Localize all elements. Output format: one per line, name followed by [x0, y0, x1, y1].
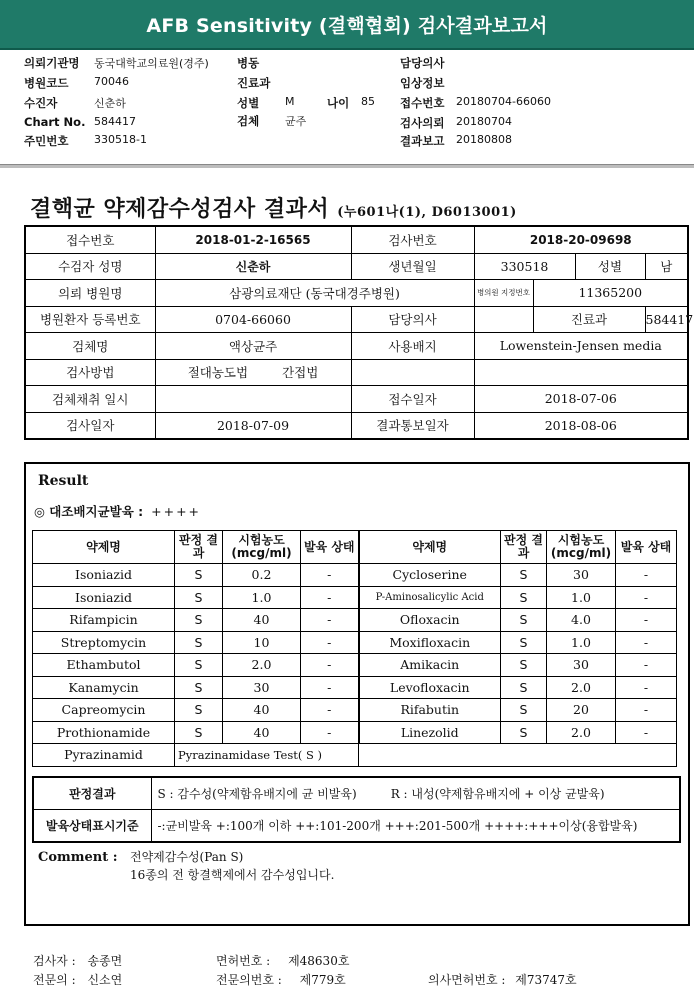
judge-value: S	[175, 676, 223, 699]
judge-value: S	[501, 609, 547, 632]
drug-name: Isoniazid	[33, 564, 175, 587]
judge-value: S	[175, 721, 223, 744]
header-value: 신춘하	[94, 97, 126, 110]
label-cell: 진료과	[533, 306, 645, 333]
header-label: 검사의뢰	[400, 116, 445, 130]
table-row	[33, 586, 677, 609]
growth-value: -	[301, 631, 359, 654]
header-value: 70046	[94, 75, 129, 88]
comment-line-1: 전약제감수성(Pan S)	[130, 850, 244, 864]
drug-name: Prothionamide	[33, 721, 175, 744]
comment-line-2: 16종의 전 항결핵제에서 감수성입니다.	[130, 868, 335, 882]
report-title	[30, 192, 517, 223]
table-row	[25, 359, 688, 386]
footer-doctor-license	[428, 971, 577, 988]
table-row	[25, 333, 688, 360]
header-value: 20180704	[456, 115, 512, 128]
table-row	[33, 654, 677, 677]
table-row	[33, 631, 677, 654]
table-row	[25, 306, 688, 333]
table-row	[33, 744, 677, 767]
legend-growth-text: -:균비발육 +:100개 이하 ++:101-200개 +++:201-500개 ++++:+++이상(융합발육)	[151, 810, 680, 843]
header-label: 검체	[237, 114, 260, 128]
value-cell	[351, 359, 474, 386]
header-value: 동국대학교의료원(경주)	[94, 57, 209, 70]
legend-judge-r: R : 내성(약제함유배지에 + 이상 균발육)	[390, 787, 605, 801]
drug-name: Pyrazinamid	[33, 744, 175, 767]
drug-name: Rifampicin	[33, 609, 175, 632]
conc-value: 30	[223, 676, 301, 699]
table-row	[25, 226, 688, 253]
growth-value: -	[301, 654, 359, 677]
judge-value: S	[501, 721, 547, 744]
drug-name: P-Aminosalicylic Acid	[359, 586, 501, 609]
drug-name: Kanamycin	[33, 676, 175, 699]
value-cell: 2018-01-2-16565	[155, 226, 351, 253]
judge-value: S	[175, 699, 223, 722]
footer-specialist	[33, 971, 122, 988]
comment-label: Comment :	[38, 850, 118, 865]
drug-name: Isoniazid	[33, 586, 175, 609]
conc-value: 40	[223, 721, 301, 744]
conc-value: 40	[223, 699, 301, 722]
label-cell: 접수번호	[25, 226, 155, 253]
table-row	[25, 253, 688, 280]
legend-judge-label: 판정결과	[33, 777, 151, 810]
label-cell: 검사방법	[25, 359, 155, 386]
susceptibility-table	[32, 530, 677, 767]
value-cell: 0704-66060	[155, 306, 351, 333]
label-cell: 검체명	[25, 333, 155, 360]
footer-spec-no-label: 전문의번호 :	[216, 973, 282, 987]
drug-name: Capreomycin	[33, 699, 175, 722]
growth-value: -	[616, 699, 677, 722]
footer-specialist-name: 신소연	[87, 973, 123, 987]
label-cell: 병원환자 등록번호	[25, 306, 155, 333]
footer-license	[216, 952, 349, 969]
growth-value: -	[616, 721, 677, 744]
header-value: M	[285, 95, 295, 108]
header-label: Chart No.	[24, 115, 86, 129]
label-cell: 담당의사	[351, 306, 474, 333]
col-header-growth: 발육 상태	[301, 531, 359, 564]
table-row	[25, 386, 688, 413]
label-cell: 생년월일	[351, 253, 474, 280]
label-cell: 사용배지	[351, 333, 474, 360]
header-separator	[0, 164, 694, 168]
table-row	[33, 699, 677, 722]
header-label: 주민번호	[24, 134, 69, 148]
growth-value: -	[301, 676, 359, 699]
drug-name: Linezolid	[359, 721, 501, 744]
drug-name: Levofloxacin	[359, 676, 501, 699]
header-label: 병원코드	[24, 76, 69, 90]
footer-specialist-no	[216, 971, 346, 988]
legend-table	[32, 776, 681, 843]
value-cell	[474, 306, 533, 333]
header-label: 진료과	[237, 76, 271, 90]
report-title-text: 결핵균 약제감수성검사 결과서	[30, 196, 330, 222]
conc-value: 2.0	[223, 654, 301, 677]
col-header-judge: 판정 결과	[175, 531, 223, 564]
header-label: 접수번호	[400, 96, 445, 110]
report-code: (누601나(1), D6013001)	[337, 205, 517, 220]
col-header-judge: 판정 결과	[501, 531, 547, 564]
growth-value: -	[301, 564, 359, 587]
label-cell: 병의원 지정번호	[474, 280, 533, 307]
drug-name: Ofloxacin	[359, 609, 501, 632]
conc-value: 30	[547, 564, 616, 587]
conc-value: 2.0	[547, 676, 616, 699]
label-cell: 검체채취 일시	[25, 386, 155, 413]
judge-value: S	[175, 564, 223, 587]
table-row	[33, 609, 677, 632]
label-cell: 성별	[575, 253, 645, 280]
drug-name: Moxifloxacin	[359, 631, 501, 654]
drug-name: Amikacin	[359, 654, 501, 677]
drug-name: Ethambutol	[33, 654, 175, 677]
value-cell: 11365200	[533, 280, 688, 307]
col-header-drug: 약제명	[33, 531, 175, 564]
col-header-conc: 시험농도 (mcg/ml)	[223, 531, 301, 564]
value-cell: 삼광의료재단 (동국대경주병원)	[155, 280, 474, 307]
header-value: 균주	[285, 115, 307, 128]
report-header-title: AFB Sensitivity (결핵협회) 검사결과보고서	[146, 14, 548, 37]
header-label: 결과보고	[400, 134, 445, 148]
table-row	[33, 777, 680, 810]
col-header-conc: 시험농도 (mcg/ml)	[547, 531, 616, 564]
footer-spec-no: 제779호	[299, 973, 346, 987]
growth-value: -	[301, 586, 359, 609]
patient-info-table	[24, 225, 694, 440]
label-cell: 의뢰 병원명	[25, 280, 155, 307]
growth-value: -	[301, 721, 359, 744]
value-cell: 2018-07-09	[155, 412, 351, 439]
footer-tester	[33, 952, 122, 969]
judge-value: S	[501, 586, 547, 609]
conc-value: 2.0	[547, 721, 616, 744]
conc-value: 4.0	[547, 609, 616, 632]
header-value: 85	[361, 95, 375, 108]
value-cell: Lowenstein-Jensen media	[474, 333, 688, 360]
footer-specialist-label: 전문의 :	[33, 973, 76, 987]
growth-value: -	[301, 609, 359, 632]
col-header-drug: 약제명	[359, 531, 501, 564]
footer-tester-label: 검사자 :	[33, 954, 76, 968]
judge-value: S	[501, 654, 547, 677]
label-cell: 수검자 성명	[25, 253, 155, 280]
drug-name: Rifabutin	[359, 699, 501, 722]
header-label: 담당의사	[400, 56, 445, 70]
value-cell: 2018-07-06	[474, 386, 688, 413]
label-cell: 접수일자	[351, 386, 474, 413]
header-label: 병동	[237, 56, 260, 70]
conc-value: 30	[547, 654, 616, 677]
table-row	[33, 564, 677, 587]
table-header-row	[33, 531, 677, 564]
header-label: 나이	[327, 96, 350, 110]
judge-value: S	[175, 609, 223, 632]
value-cell: 신춘하	[155, 253, 351, 280]
value-cell: 2018-08-06	[474, 412, 688, 439]
value-cell: 330518	[474, 253, 575, 280]
label-cell: 검사일자	[25, 412, 155, 439]
legend-growth-label: 발육상태표시기준	[33, 810, 151, 843]
growth-value: -	[616, 586, 677, 609]
conc-value: 20	[547, 699, 616, 722]
value-cell: 2018-20-09698	[474, 226, 688, 253]
judge-value: S	[175, 631, 223, 654]
label-cell: 검사번호	[351, 226, 474, 253]
judge-value: S	[175, 654, 223, 677]
header-label: 의뢰기관명	[24, 56, 80, 70]
judge-value: S	[501, 631, 547, 654]
judge-value: S	[175, 586, 223, 609]
legend-judge-text	[151, 777, 680, 810]
header-value: 584417	[94, 115, 136, 128]
growth-value: -	[616, 654, 677, 677]
growth-value: -	[616, 631, 677, 654]
conc-value: 1.0	[547, 631, 616, 654]
conc-value: 1.0	[223, 586, 301, 609]
growth-value: -	[616, 564, 677, 587]
header-value: 20180704-66060	[456, 95, 551, 108]
control-growth-value: ++++	[151, 504, 202, 519]
table-row	[33, 810, 680, 843]
value-cell	[155, 386, 351, 413]
drug-name: Streptomycin	[33, 631, 175, 654]
growth-value: -	[616, 676, 677, 699]
footer-doc-no: 제73747호	[515, 973, 577, 987]
value-cell	[155, 359, 351, 386]
conc-value: 10	[223, 631, 301, 654]
header-value: 330518-1	[94, 133, 147, 146]
growth-value: -	[616, 609, 677, 632]
footer-tester-name: 송종면	[87, 954, 123, 968]
table-row	[33, 721, 677, 744]
conc-value: 40	[223, 609, 301, 632]
table-row	[25, 412, 688, 439]
control-growth-label: ◎ 대조배지균발육 :	[34, 504, 144, 519]
judge-value: S	[501, 699, 547, 722]
growth-value: -	[301, 699, 359, 722]
control-growth	[34, 502, 201, 520]
footer-license-label: 면허번호 :	[216, 954, 271, 968]
judge-value: S	[501, 564, 547, 587]
conc-value: 0.2	[223, 564, 301, 587]
judge-value: S	[501, 676, 547, 699]
footer-doc-no-label: 의사면허번호 :	[428, 973, 506, 987]
value-cell: 남	[645, 253, 688, 280]
header-value: 20180808	[456, 133, 512, 146]
header-label: 임상정보	[400, 76, 445, 90]
value-cell: 584417	[645, 306, 688, 333]
method-indirect: 간접법	[282, 365, 319, 381]
value-cell	[474, 359, 688, 386]
value-cell: 액상균주	[155, 333, 351, 360]
table-row	[33, 676, 677, 699]
legend-judge-s: S : 감수성(약제함유배지에 균 비발육)	[157, 787, 357, 801]
label-cell: 결과통보일자	[351, 412, 474, 439]
col-header-growth: 발육 상태	[616, 531, 677, 564]
table-row	[25, 280, 688, 307]
conc-value: 1.0	[547, 586, 616, 609]
header-label: 수진자	[24, 96, 58, 110]
footer-license-no: 제48630호	[288, 954, 350, 968]
header-label: 성별	[237, 96, 260, 110]
result-heading: Result	[38, 473, 89, 489]
pza-test-value: Pyrazinamidase Test( S )	[175, 744, 359, 767]
method-absolute: 절대농도법	[187, 365, 249, 381]
report-title-bar	[0, 0, 694, 50]
drug-name: Cycloserine	[359, 564, 501, 587]
